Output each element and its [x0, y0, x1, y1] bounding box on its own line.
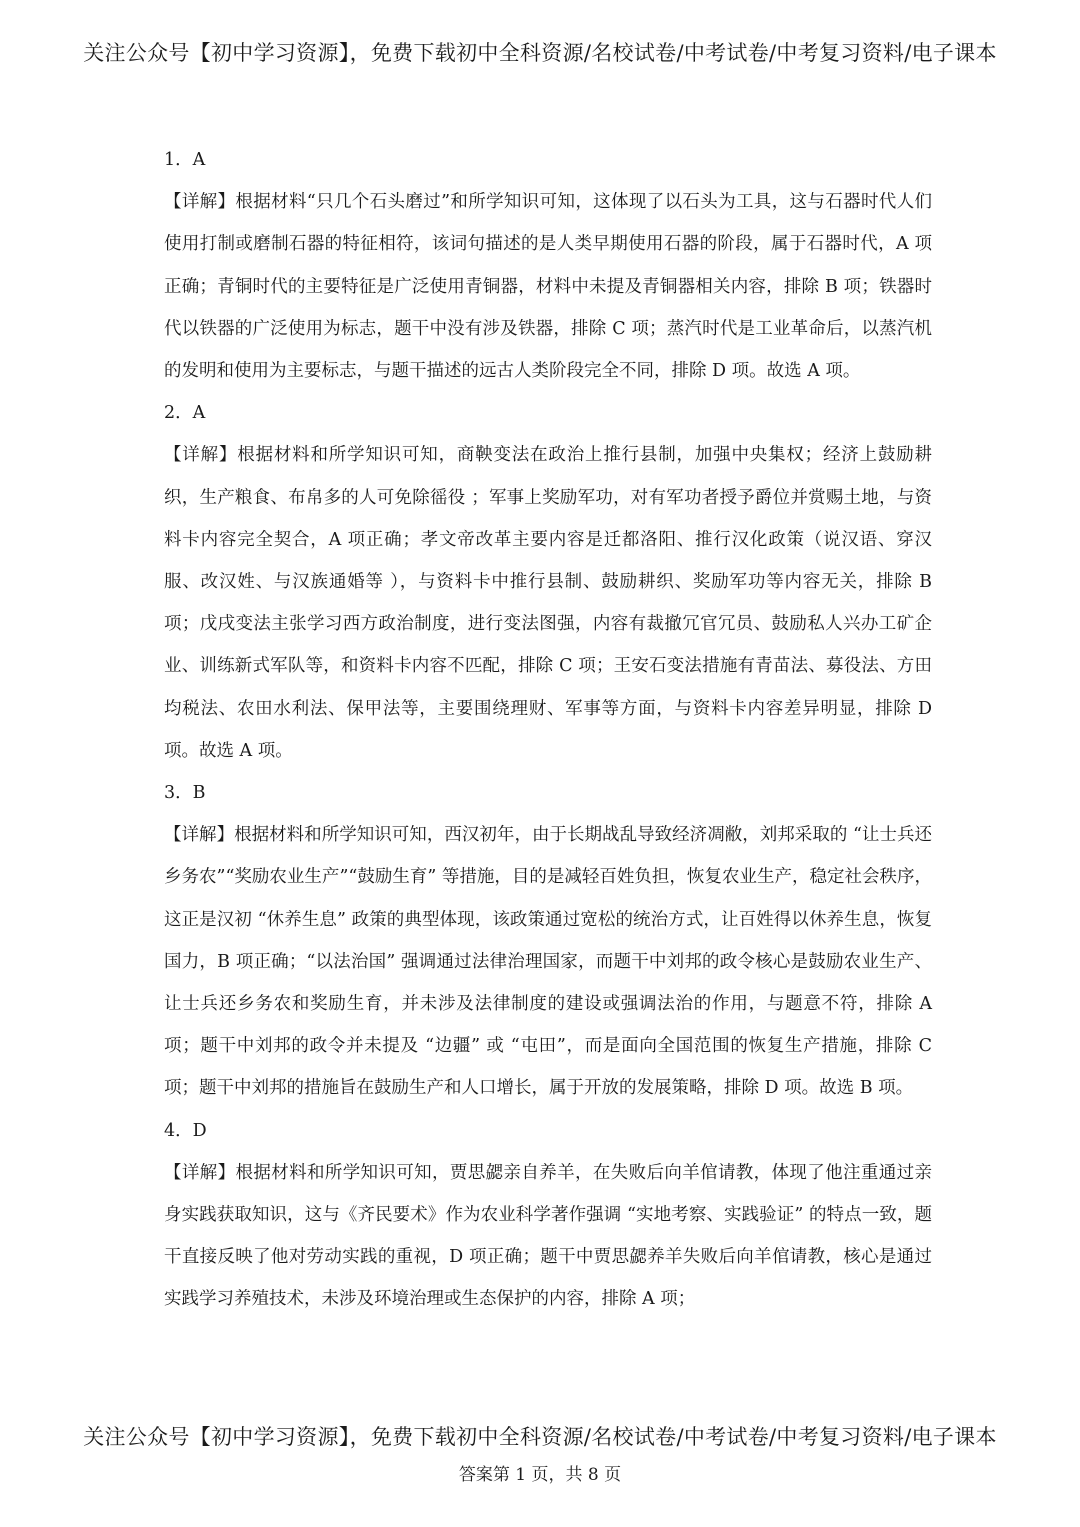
page-number: 答案第 1 页，共 8 页: [458, 1465, 622, 1485]
answer-detail-3: 【详解】根据材料和所学知识可知，西汉初年，由于长期战乱导致经济凋敝，刘邦采取的 “让士兵还乡务农”“奖励农业生产”“鼓励生育” 等措施，目的是减轻百姓负担，恢复农业生产，稳定社会秩序，这正是汉初 “休养生息” 政策的典型体现，该政策通过宽松的统治方式，让百姓得以休养生息，恢复国力，B 项正确；“以法治国” 强调通过法律治理国家，而题干中刘邦的政令核心是鼓励农业生产、让士兵还乡务农和奖励生育，并未涉及法律制度的建设或强调法治的作用，与题意不符，排除 A 项；题干中刘邦的政令并未提及 “边疆” 或 “屯田”，而是面向全国范围的恢复生产措施，排除 C 项；题干中刘邦的措施旨在鼓励生产和人口增长，属于开放的发展策略，排除 D 项。故选 B 项。: [164, 825, 932, 1099]
answer-number-4: 4．D: [164, 1120, 207, 1141]
header-banner: 关注公众号【初中学习资源】，免费下载初中全科资源/名校试卷/中考试卷/中考复习资料/电子课本: [83, 41, 997, 65]
answer-number-3: 3．B: [164, 783, 206, 804]
answer-number-1: 1．A: [164, 150, 206, 170]
answer-detail-2: 【详解】根据材料和所学知识可知，商鞅变法在政治上推行县制，加强中央集权；经济上鼓励耕织，生产粮食、布帛多的人可免除徭役 ；军事上奖励军功，对有军功者授予爵位并赏赐土地，与资料卡内容完全契合，A 项正确；孝文帝改革主要内容是迁都洛阳、推行汉化政策（说汉语、穿汉服、改汉姓、与汉族通婚等 ），与资料卡中推行县制、鼓励耕织、奖励军功等内容无关，排除 B 项；戊戌变法主张学习西方政治制度，进行变法图强，内容有裁撤冗官冗员、鼓励私人兴办工矿企业、训练新式军队等，和资料卡内容不匹配，排除 C 项；王安石变法措施有青苗法、募役法、方田均税法、农田水利法、保甲法等，主要围绕理财、军事等方面，与资料卡内容差异明显，排除 D 项。故选 A 项。: [164, 445, 932, 761]
answer-content: [164, 139, 932, 1321]
answer-detail-1: 【详解】根据材料“只几个石头磨过”和所学知识可知，这体现了以石头为工具，这与石器时代人们使用打制或磨制石器的特征相符，该词句描述的是人类早期使用石器的阶段，属于石器时代，A 项正确；青铜时代的主要特征是广泛使用青铜器，材料中未提及青铜器相关内容，排除 B 项；铁器时代以铁器的广泛使用为标志，题干中没有涉及铁器，排除 C 项；蒸汽时代是工业革命后，以蒸汽机的发明和使用为主要标志，与题干描述的远古人类阶段完全不同，排除 D 项。故选 A 项。: [164, 192, 932, 382]
answer-detail-4: 【详解】根据材料和所学知识可知，贾思勰亲自养羊，在失败后向羊倌请教，体现了他注重通过亲身实践获取知识，这与《齐民要术》作为农业科学著作强调 “实地考察、实践验证” 的特点一致，题干直接反映了他对劳动实践的重视，D 项正确；题干中贾思勰养羊失败后向羊倌请教，核心是通过实践学习养殖技术，未涉及环境治理或生态保护的内容，排除 A 项；: [164, 1162, 932, 1310]
answer-number-2: 2．A: [164, 403, 206, 424]
footer-banner: 关注公众号【初中学习资源】，免费下载初中全科资源/名校试卷/中考试卷/中考复习资料/电子课本: [83, 1425, 997, 1449]
